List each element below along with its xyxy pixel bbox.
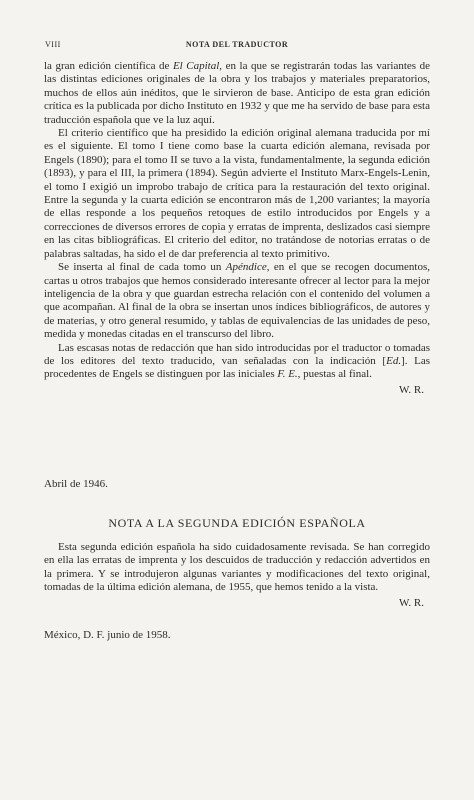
paragraph-2: El criterio científico que ha presidido la edición original alemana traducida por mí es el siguiente. El tomo I tiene como base la cuarta edición alemana, revisada por Engels (1890); para el tomo II se tuvo a la vista, fundamentalmente, la segunda edición (1893), y para el III, la primera (1894). Según advierte el Instituto Marx-Engels-Lenin, el tomo I exigió un improbo trabajo de crítica para la restauración del texto original. Entre la segunda y la cuarta edición se encontraron más de 1,200 variantes; la mayoría de ellas responde a los pequeños retoques de estilo introducidos por Engels y a correcciones de diversos errores de copia y erratas de imprenta, deslizados casi siempre en las citas bibliográficas. El criterio del editor, no tratándose de notorias erratas o de palabras saltadas, ha sido el de dar preferencia al texto primitivo.	[44, 127, 430, 260]
translator-note-body	[44, 60, 430, 397]
paragraph-5: Esta segunda edición española ha sido cuidadosamente revisada. Se han corregido en ella las erratas de imprenta y los descuidos de traducción y redacción advertidos en la primera. Y se introdujeron algunas variantes y modificaciones del texto original, tomadas de la última edición alemana, de 1955, que hemos tenido a la vista.	[44, 541, 430, 594]
signature-2: W. R.	[399, 596, 424, 609]
paragraph-4: Las escasas notas de redacción que han sido introducidas por el traductor o tomadas de los editores del texto traducido, van señaladas con la indicación [Ed.]. Las procedentes de Engels se distinguen por las iniciales F. E., puestas al final.	[44, 341, 431, 381]
section-title: NOTA A LA SEGUNDA EDICIÓN ESPAÑOLA	[108, 516, 366, 530]
second-edition-note-body	[44, 541, 430, 610]
paragraph-3: Se inserta al final de cada tomo un Apéndice, en el que se recogen documentos, cartas u otros trabajos que hemos considerado interesante ofrecer al lector para la mejor inteligencia de la obra y que guardan estrecha relación con el contenido del volumen a que acompañan. Al final de la obra se insertan unos índices bibliográficos, de autores y de materias, y otro general resumido, y tablas de equivalencias de las unidades de peso, medida y monedas citadas en el transcurso del libro.	[44, 261, 430, 341]
note-date: Abril de 1946.	[44, 478, 108, 490]
signature: W. R.	[399, 383, 424, 396]
page-number: VIII	[45, 40, 61, 49]
running-title: NOTA DEL TRADUCTOR	[185, 40, 289, 49]
note-date-2: México, D. F. junio de 1958.	[44, 629, 171, 641]
paragraph-1: la gran edición científica de El Capital, en la que se registrarán todas las variantes de las distintas ediciones originales de la obra y los trabajos y materiales preparatorios, muchos de ellos aún inéditos, que le sirvieron de base. Anticipo de esta gran edición crítica es la publicada por dicho Instituto en 1932 y que me ha servido de base para esta traducción española que ve la luz aquí.	[44, 60, 430, 126]
